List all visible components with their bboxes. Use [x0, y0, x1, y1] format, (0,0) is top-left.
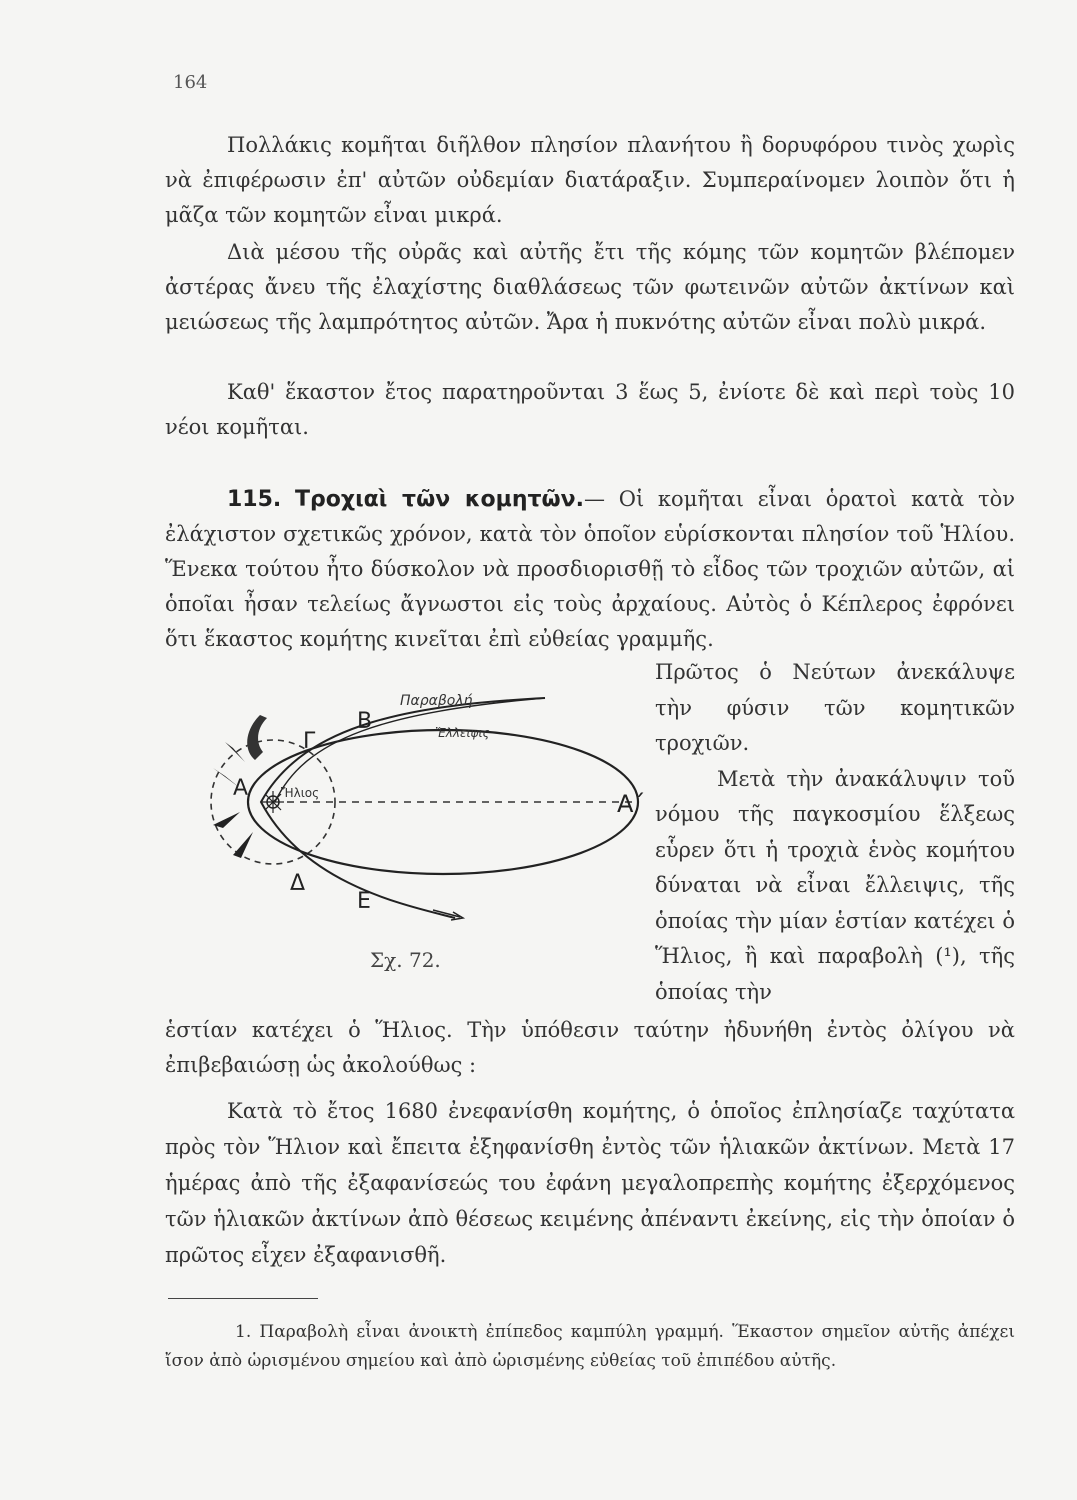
label-A: Α — [233, 776, 249, 801]
label-sun: Ἥλιος — [281, 786, 320, 800]
figure-caption: Σχ. 72. — [370, 948, 441, 972]
page-number: 164 — [173, 72, 208, 93]
paragraph-1680-comet: Κατὰ τὸ ἔτος 1680 ἐνεφανίσθη κομήτης, ὁ ὁποῖος ἐπλησίαζε ταχύτατα πρὸς τὸν Ἥλιον καὶ ἔπειτα ἐξηφανίσθη ἐντὸς τῶν ἡλιακῶν ἀκτίνων. Μετὰ 17 ἡμέρας ἀπὸ τῆς ἐξαφανίσεώς του ἐφάνη μεγαλοπρεπὴς κομήτης ἐξερχόμενος τῶν ἡλιακῶν ἀκτίνων ἀπὸ θέσεως κειμένης ἀπέναντι ἐκείνης, εἰς τὴν ὁποίαν ὁ πρῶτος εἶχεν ἐξαφανισθῆ. — [165, 1099, 1015, 1267]
paragraph-1: Πολλάκις κομῆται διῆλθον πλησίον πλανήτου ἢ δορυφόρου τινὸς χωρὶς νὰ ἐπιφέρωσιν ἐπ' αὐτῶν οὐδεμίαν διατάραξιν. Συμπεραίνομεν λοιπὸν ὅτι ἡ μᾶζα τῶν κομητῶν εἶναι μικρά. — [165, 133, 1015, 227]
comet-orbit-figure — [185, 660, 650, 990]
section-115 — [165, 482, 1015, 657]
label-D: Δ — [290, 871, 306, 896]
section-title: Τροχιαὶ τῶν κομητῶν. — [295, 487, 585, 512]
label-A-prime: Α΄ — [617, 790, 646, 818]
section-number: 115. — [227, 487, 282, 512]
label-B: Β — [357, 709, 373, 734]
paragraph-2: Διὰ μέσου τῆς οὐρᾶς καὶ αὐτῆς ἔτι τῆς κόμης τῶν κομητῶν βλέπομεν ἀστέρας ἄνευ τῆς ἐλαχίστης διαθλάσεως τῶν φωτεινῶν αὐτῶν ἀκτίνων καὶ μειώσεως τῆς λαμπρότητος αὐτῶν. Ἄρα ἡ πυκνότης αὐτῶν εἶναι πολὺ μικρά. — [165, 240, 1015, 334]
paragraph-3: Καθ' ἕκαστον ἔτος παρατηροῦνται 3 ἕως 5, ἐνίοτε δὲ καὶ περὶ τοὺς 10 νέοι κομῆται. — [165, 380, 1015, 439]
label-parabola: Παραβολή — [400, 693, 473, 709]
footnote-divider — [168, 1298, 318, 1299]
right-column-text — [655, 655, 1015, 1010]
comet-tail-1 — [225, 742, 245, 762]
section-body: — Οἱ κομῆται εἶναι ὁρατοὶ κατὰ τὸν ἐλάχιστον σχετικῶς χρόνον, κατὰ τὸν ὁποῖον εὑρίσκονται πλησίον τοῦ Ἡλίου. Ἕνεκα τούτου ἦτο δύσκολον νὰ προσδιορισθῇ τὸ εἶδος τῶν τροχιῶν αὐτῶν, αἱ ὁποῖαι ἦσαν τελείως ἄγνωστοι εἰς τοὺς ἀρχαίους. Αὐτὸς ὁ Κέπλερος ἐφρόνει ὅτι ἕκαστος κομήτης κινεῖται ἐπὶ εὐθείας γραμμῆς. — [165, 487, 1015, 651]
footnote-1: 1. Παραβολὴ εἶναι ἀνοικτὴ ἐπίπεδος καμπύλη γραμμή. Ἕκαστον σημεῖον αὐτῆς ἀπέχει ἴσον ἀπὸ ὡρισμένου σημείου καὶ ἀπὸ ὡρισμένης εὐθείας τοῦ ἐπιπέδου αὐτῆς. — [165, 1322, 1015, 1371]
orbit-diagram — [185, 660, 650, 990]
comet-tail-5 — [247, 715, 267, 760]
footnote-ref[interactable]: (¹) — [935, 944, 960, 968]
label-G: Γ — [303, 729, 316, 754]
continuation-text: ἑστίαν κατέχει ὁ Ἥλιος. Τὴν ὑπόθεσιν ταύτην ἠδυνήθη ἐντὸς ὀλίγου νὰ ἐπιβεβαιώσῃ ὡς ἀκολούθως : — [165, 1018, 1015, 1077]
label-E: Ε — [357, 889, 371, 914]
right-col-text-3: , τῆς ὁποίας τὴν — [655, 944, 1015, 1004]
right-col-text-2: Μετὰ τὴν ἀνακάλυψιν τοῦ νόμου τῆς παγκοσμίου ἕλξεως εὗρεν ὅτι ἡ τροχιὰ ἑνὸς κομήτου δύναται νὰ εἶναι ἔλλειψις, τῆς ὁποίας τὴν μίαν ἑστίαν κατέχει ὁ Ἥλιος, ἢ καὶ παραβολὴ — [655, 766, 1015, 968]
right-col-text-1: Πρῶτος ὁ Νεύτων ἀνεκάλυψε τὴν φύσιν τῶν κομητικῶν τροχιῶν. — [655, 660, 1015, 755]
label-ellipse: Ἔλλειψις — [435, 726, 490, 740]
comet-tail-3 — [213, 812, 240, 828]
comet-tail-4 — [233, 832, 253, 858]
